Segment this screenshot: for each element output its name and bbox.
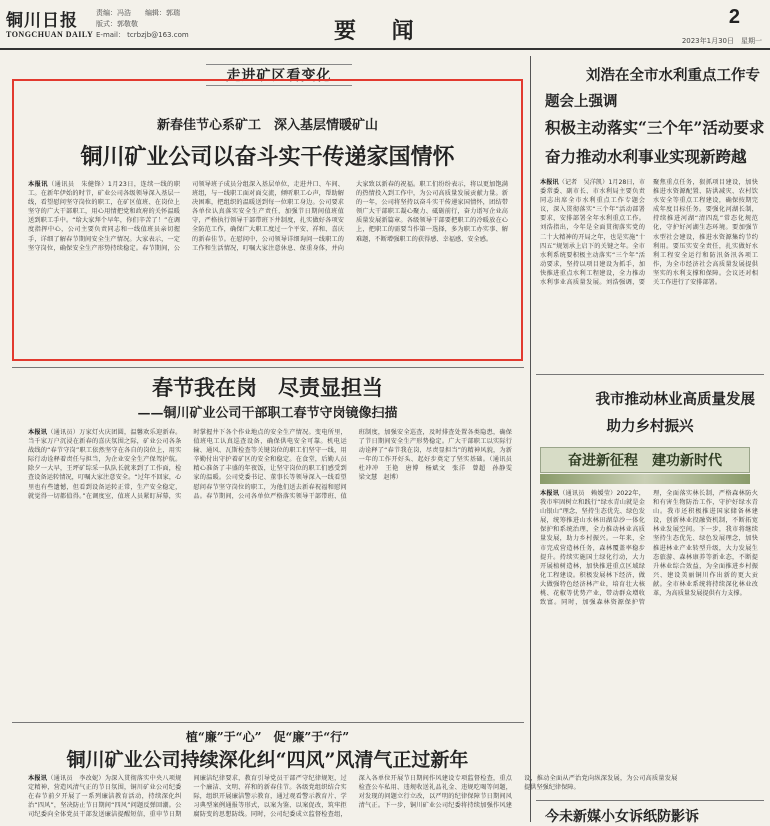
email-line: E-mail： tcrbzjb@163.com xyxy=(96,31,189,39)
right-article1-subheadline-line2: 奋力推动水利事业实现新跨越 xyxy=(545,147,747,166)
article2-headline: 春节我在岗 尽责显担当 xyxy=(152,375,383,400)
right-article2-body-text: 2022年，我市牢固树立和践行“绿水青山就是金山银山”理念，坚持生态优先、绿色发展，统筹推进山水林田湖草沙一体化保护和系统治理，全力推动林业高质量发展，助力乡村振兴。一年来，全市完成营造林任务，森林覆盖率稳步提升。持续实施国土绿化行动，大力开展植树造林，加快推进重点区域绿化工程建设。积极发展林下经济，做大做强特色经济林产业，培育壮大核桃、花椒等优势产业，带动群众增收致富。同时，加强森林资源保护管理，全面落实林长制，严格森林防火和有害生物防治工作，守护好绿水青山。我市还积极推进国家储备林建设，创新林业投融资机制，不断拓宽林业发展空间。下一步，我市将继续坚持生态优先、绿色发展理念，加快推进林业产业转型升级，大力发展生态旅游、森林康养等新业态，不断提升林业综合效益，为全面推进乡村振兴、建设美丽铜川作出新的更大贡献。全市林业系统将持续深化林业改革，为高质量发展提供有力支撑。 xyxy=(540,490,758,607)
article2-body xyxy=(28,428,519,718)
article1-body-text: 1月23日，连续一线的职工。在新年伊始的时节，矿业公司各级领导深入基层一线，看望慰问坚守岗位的职工，在矿区值班、在岗位上坚守的广大干部职工，用心用情把党和政府的关怀温暖送到职工手中。“给大家拜个早年，你们辛苦了！”在调度指挥中心，公司主要负责同志和一线值班员亲切握手，详细了解春节期间安全生产情况。大家表示，一定坚守岗位，确保安全生产形势持续稳定。春节期间，公司领导班子成员分组深入基层单位，走进井口、车间、班组，与一线职工面对面交流，倾听职工心声，帮助解决困难，把组织的温暖送到每一位职工身边。公司要求各单位认真落实安全生产责任，加强节日期间值班值守，严格执行领导干部带班下井制度，扎实做好各项安全防范工作，确保广大职工度过一个平安、祥和、喜庆的新春佳节。在慰问中，公司领导详细询问一线职工的工作和生活情况，叮嘱大家注意休息、保重身体，并向大家致以新春的祝福。职工们纷纷表示，将以更加饱满的热情投入到工作中，为公司高质量发展贡献力量。新的一年，公司将坚持以奋斗实干传递家国情怀，团结带领广大干部职工凝心聚力、砥砺前行，奋力谱写企业高质量发展新篇章。各级领导干部要把职工的冷暖放在心上，把职工的需要当作第一选择，多为职工办实事、解难题，不断增强职工的获得感、幸福感、安全感。 xyxy=(28,181,508,252)
right-article2-body xyxy=(540,489,758,795)
article3-body-text: 为深入贯彻落实中央八项规定精神，营造风清气正的节日氛围，铜川矿业公司纪委在春节前夕开展了一系列廉洁教育活动，持续深化纠治“四风”，坚决防止节日期间“四风”问题反弹回潮。公司纪委向全体党员干部发送廉洁提醒短信，重申节日期间廉洁纪律要求，教育引导党员干部严守纪律规矩，过一个廉洁、文明、祥和的新春佳节。各级党组织结合实际，组织开展廉洁警示教育，通过观看警示教育片、学习典型案例通报等形式，以案为鉴、以案促改，筑牢拒腐防变的思想防线。同时，公司纪委成立监督检查组，深入各单位开展节日期间作风建设专项监督检查，重点检查公车私用、违规收送礼品礼金、违规吃喝等问题，对发现的问题立行立改，以严明的纪律保障节日期间风清气正。下一步，铜川矿业公司纪委将持续加强作风建设，推动全面从严治党向纵深发展，为公司高质量发展提供坚强纪律保障。 xyxy=(28,775,678,819)
right-article1-headline-line1: 刘浩在全市水利重点工作专 xyxy=(586,67,760,84)
article1-byline-prefix: 本报讯 xyxy=(28,181,48,188)
masthead xyxy=(0,0,770,50)
article1-byline: （通讯员 朱健锋） xyxy=(47,181,108,188)
article3-byline: （通讯员 李改妮） xyxy=(47,775,105,782)
right-article1-subheadline-line1: 积极主动落实“三个年”活动要求 xyxy=(545,118,765,137)
article2-subheadline: ——铜川矿业公司干部职工春节守岗镜像扫描 xyxy=(137,406,398,421)
article1-body xyxy=(28,180,508,356)
article2-body-text: 万家灯火庆团圆，温馨欢乐迎新春。当千家万户沉浸在新春的喜庆氛围之际，矿业公司各条战线的“春节守岗”职工依然坚守在各自的岗位上，用实际行动诠释着责任与担当，为企业安全生产保驾护航。除夕一大早，王坪矿综采一队队长就来到了工作面，检查设备运转情况，叮嘱大家注意安全。“过年不回家，心里也有些遗憾，但看到设备运转正常，生产安全稳定，就觉得一切都值得。”在调度室，值班人员紧盯屏幕，实时掌握井下各个作业地点的安全生产情况。变电所里，值班电工认真巡查设备，确保供电安全可靠。机电运输、通风、瓦斯检查等关键岗位的职工们坚守一线，用辛勤付出守护着矿区的安全和稳定。在食堂，后勤人员精心准备了丰盛的年夜饭，让坚守岗位的职工们感受到家的温暖。公司党委书记、董事长等领导深入一线看望慰问春节坚守岗位的职工，为他们送去新春祝福和慰问品。春节期间，公司各单位严格落实领导干部带班、值班制度，加强安全巡查，及时排查处置各类隐患，确保了节日期间安全生产形势稳定。广大干部职工以实际行动诠释了“春节我在岗，尽责显担当”的精神风貌，为新一年的工作开好头、起好步奠定了坚实基础。（通讯员 杜冲冲 王艳 唐博 杨斌文 张洋 曾超 孙静雯 梁文慧 赵博） xyxy=(28,429,519,500)
section-divider xyxy=(536,374,764,375)
article1-headline: 铜川矿业公司以奋斗实干传递家国情怀 xyxy=(80,144,455,170)
article3-byline-prefix: 本报讯 xyxy=(28,775,48,782)
section-divider xyxy=(12,367,524,368)
article3-headline: 铜川矿业公司持续深化纠“四风”风清气正过新年 xyxy=(66,749,469,771)
right-article1-headline-line2: 题会上强调 xyxy=(545,93,618,110)
right-article3-headline: 今未新媒小女诉纸防影诉 xyxy=(545,809,699,825)
right-article2-headline-line1: 我市推动林业高质量发展 xyxy=(595,391,755,408)
newspaper-logo-english: TONGCHUAN DAILY xyxy=(6,30,94,39)
article3-kicker: 植“廉”于“心” 促“廉”于“行” xyxy=(185,730,350,744)
section-divider xyxy=(536,800,764,801)
page-number: 2 xyxy=(728,6,740,28)
section-title: 要 闻 xyxy=(334,18,428,44)
right-article1-byline: （记者 吴洋凯） xyxy=(558,179,609,186)
article2-byline: （通讯员） xyxy=(47,429,80,436)
article1-kicker: 新春佳节心系矿工 深入基层情暖矿山 xyxy=(156,118,378,133)
campaign-banner: 奋进新征程 建功新时代 xyxy=(540,447,750,473)
article2-byline-prefix: 本报讯 xyxy=(28,429,48,436)
column-banner: 走进矿区看变化 xyxy=(206,64,352,86)
section-divider xyxy=(12,722,524,723)
right-article2-byline-prefix: 本报讯 xyxy=(540,490,560,497)
page-date: 2023年1月30日 星期一 xyxy=(681,37,762,45)
editor-line: 责编：冯浩 编辑：郭瑞 xyxy=(96,9,180,17)
right-article1-byline-prefix: 本报讯 xyxy=(540,179,559,186)
banner-image xyxy=(540,474,750,484)
right-article1-body xyxy=(540,178,758,368)
column-divider xyxy=(530,56,531,822)
editor-credits xyxy=(96,8,189,41)
right-article2-byline: （通讯员 赖媛莹） xyxy=(559,490,617,497)
newspaper-logo: 铜川日报 xyxy=(6,11,78,31)
proof-line: 版式：郭敬敬 xyxy=(96,20,138,28)
right-article2-headline-line2: 助力乡村振兴 xyxy=(606,418,694,435)
right-article1-body-text: 1月28日，市委常委、副市长、市水利局主要负责同志出席全市水利重点工作专题会议，深入贯彻落实“三个年”活动部署要求，安排部署全年水利重点工作。刘浩指出，今年是全面贯彻落实党的二十大精神的开局之年，也是实施“十四五”规划承上启下的关键之年。全市水利系统要积极主动落实“三个年”活动要求，坚持以项目建设为抓手，加快推进重点水利工程建设，全力推动水利事业高质量发展。刘浩强调，要聚焦重点任务，狠抓项目建设，加快推进水资源配置、防洪减灾、农村饮水安全等重点工程建设，确保按期完成年度目标任务。要强化河湖长制，持续推进河湖“清四乱”常态化规范化，守护好河湖生态环境。要加强节水型社会建设，推进水资源集约节约利用。要压实安全责任，扎实做好水利工程安全运行和防汛备汛各项工作，为全市经济社会高质量发展提供坚实的水利支撑和保障。会议还对相关工作进行了安排部署。 xyxy=(540,179,758,287)
